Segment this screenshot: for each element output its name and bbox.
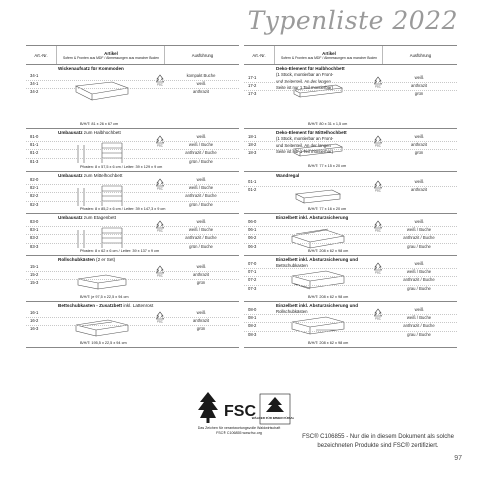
table-row xyxy=(244,240,457,254)
finish-label: weiß xyxy=(414,307,424,312)
article-number: 08-0 xyxy=(248,307,257,312)
article-number: 06-1 xyxy=(248,227,257,233)
right-product-table xyxy=(244,45,457,348)
finish-label: grau / Buche xyxy=(407,285,431,291)
article-number: 34-2 xyxy=(30,89,39,95)
fsc-logo-caption: Das Zeichen für verantwortungsvolle Waldwirtschaft FSC® C106855 www.fsc.org xyxy=(197,426,281,435)
finish-label: grün xyxy=(414,91,424,97)
article-number: 16-2 xyxy=(30,318,39,324)
article-number: 15-2 xyxy=(30,272,39,278)
section-title-rest: (2 er Set) xyxy=(96,257,116,262)
article-number: 83-3 xyxy=(30,243,39,249)
section-title-main: Deko-Element für Halbhochbett xyxy=(276,66,345,71)
dimensions-text: B/H/T: 77 x 15 x 20 cm xyxy=(308,164,347,168)
fsc-mark-text: FSC xyxy=(375,143,381,147)
header-ausfuehrung: Ausführung xyxy=(382,46,458,64)
finish-label: grün xyxy=(196,280,206,286)
finish-label: weiß xyxy=(196,310,206,315)
header-ausfuehrung: Ausführung xyxy=(164,46,240,64)
finish-label: weiß / Buche xyxy=(406,269,432,275)
finish-label: anthrazit xyxy=(192,89,210,95)
finish-label: anthrazit xyxy=(410,187,428,193)
page-number: 97 xyxy=(454,455,462,462)
section-title-main: Rollschubkästen xyxy=(58,257,95,262)
finish-label: weiß xyxy=(196,81,206,87)
dimensions-text: B/H/T: 208 x 62 x 98 cm xyxy=(308,341,349,345)
finish-label: anthrazit / Buche xyxy=(403,277,435,283)
left-product-table xyxy=(26,45,239,348)
page-title: Typenliste 2022 xyxy=(247,6,458,35)
article-number: 81-0 xyxy=(30,134,39,139)
section-description: (1 Stück, montierbar an Front- und Seitenteil. An der langen Seite ist nur 1 Teil montierbar) xyxy=(276,72,334,91)
article-number: 01-1 xyxy=(248,179,257,184)
article-number: 34-1 xyxy=(30,81,39,87)
header-artikel xyxy=(274,46,383,64)
product-section xyxy=(26,214,239,256)
product-section xyxy=(26,172,239,214)
article-number: 81-3 xyxy=(30,158,39,164)
article-number: 07-3 xyxy=(248,285,257,291)
finish-label: anthrazit / Buche xyxy=(403,323,435,329)
fsc-mark-text: FSC xyxy=(157,186,163,190)
fsc-mark-text: FSC xyxy=(157,273,163,277)
header-artikel xyxy=(56,46,165,64)
article-number: 18-1 xyxy=(248,134,257,139)
article-number: 82-2 xyxy=(30,193,39,199)
table-row xyxy=(244,328,457,342)
fsc-mark-text: FSC xyxy=(157,143,163,147)
article-number: 06-0 xyxy=(248,219,257,224)
article-number: 07-2 xyxy=(248,277,257,283)
article-number: 83-2 xyxy=(30,235,39,241)
section-title-main: Einzelbett inkl. Absturzsicherung xyxy=(276,215,349,220)
product-section xyxy=(26,302,239,348)
finish-label: weiß / Buche xyxy=(188,185,214,191)
right-sections xyxy=(244,65,457,348)
finish-label: weiß / Buche xyxy=(406,227,432,233)
article-number: 82-1 xyxy=(30,185,39,191)
article-number: 15-3 xyxy=(30,280,39,286)
finish-label: weiß xyxy=(414,261,424,266)
article-number: 17-1 xyxy=(248,75,257,80)
fsc-note: FSC® C106855 - Nur die in diesem Dokument als solche bezeichneten Produkte sind FSC® zertifiziert. xyxy=(302,434,454,449)
article-number: 18-2 xyxy=(248,142,257,148)
article-number: 16-1 xyxy=(30,310,39,315)
finish-label: weiß xyxy=(196,177,206,182)
dimensions-text: B/H/T: 77 x 16 x 20 cm xyxy=(308,207,347,211)
dimensions-text: B/H/T: 81 x 26 x 67 cm xyxy=(80,122,119,126)
finish-label: kompakt Buche xyxy=(186,73,216,78)
article-number: 81-2 xyxy=(30,150,39,156)
fsc-mark-text: FSC xyxy=(157,228,163,232)
fsc-mark-text: FSC xyxy=(375,228,381,232)
dimensions-text: Pfosten: 8 x 85,2 x 6 cm / Leiter: 39 x 147,3 x 9 cm xyxy=(80,207,166,211)
dimensions-text: B/H/T: je 97,5 x 22,5 x 94 cm xyxy=(80,295,129,299)
article-number: 81-1 xyxy=(30,142,39,148)
section-title-rest: zum Mittelhochbett xyxy=(83,173,123,178)
finish-label: weiß xyxy=(196,219,206,224)
finish-label: weiß / Buche xyxy=(406,315,432,321)
finish-label: weiß xyxy=(414,134,424,139)
article-number: 07-1 xyxy=(248,269,257,275)
fsc-logo-tagline: WÄLDER FÜR IMMER FÜR ALLE xyxy=(251,416,294,420)
finish-label: anthrazit / Buche xyxy=(185,150,217,156)
finish-label: weiß / Buche xyxy=(188,142,214,148)
finish-label: grün xyxy=(414,150,424,156)
header-art-nr: Art.-Nr. xyxy=(34,52,48,58)
product-section xyxy=(244,214,457,256)
article-number: 17-3 xyxy=(248,91,257,97)
dimensions-text: B/H/T: 195,5 x 22,5 x 94 cm xyxy=(80,341,127,345)
dimensions-text: B/H/T: 208 x 62 x 98 cm xyxy=(308,295,349,299)
article-number: 06-3 xyxy=(248,243,257,249)
section-description: (1 Stück, montierbar an Front- und Seitenteil. An der langen Seite ist nur 1 Teil montierbar) xyxy=(276,136,334,155)
finish-label: weiß xyxy=(196,134,206,139)
section-title-main: Deko-Element für Mittelhochbett xyxy=(276,130,347,135)
section-title-main: Wandregal xyxy=(276,173,300,178)
section-title-main: Umbausatz xyxy=(58,173,83,178)
dimensions-text: Pfosten: 8 x 57,5 x 6 cm / Leiter: 39 x 129 x 9 cm xyxy=(80,165,163,169)
product-section xyxy=(26,65,239,129)
fsc-tree-icon xyxy=(198,392,218,423)
finish-label: anthrazit xyxy=(192,318,210,324)
article-number: 82-3 xyxy=(30,201,39,207)
finish-label: grau / Buche xyxy=(407,243,431,249)
header-artikel-label: Artikel xyxy=(104,50,118,56)
finish-label: grün / Buche xyxy=(189,158,213,164)
product-section xyxy=(244,65,457,129)
article-number: 01-2 xyxy=(248,187,257,193)
article-number: 16-3 xyxy=(30,326,39,332)
section-title-main: Einzelbett inkl. Absturzsicherung und xyxy=(276,257,359,262)
article-number: 08-2 xyxy=(248,323,257,329)
finish-label: weiß xyxy=(414,219,424,224)
left-sections xyxy=(26,65,239,348)
product-section xyxy=(26,129,239,172)
fsc-mark-text: FSC xyxy=(375,188,381,192)
article-number: 08-3 xyxy=(248,331,257,337)
article-number: 07-0 xyxy=(248,261,257,266)
article-number: 82-0 xyxy=(30,177,39,182)
finish-label: anthrazit xyxy=(410,83,428,89)
article-number: 15-1 xyxy=(30,264,39,269)
section-title-main: Umbausatz xyxy=(58,130,83,135)
fsc-mark-text: FSC xyxy=(157,319,163,323)
finish-label: grün / Buche xyxy=(189,201,213,207)
header-artikel-sub: Sofern & Fronten aus MDF / Abmessungen aus mancher Boden xyxy=(62,55,160,60)
fsc-mark-text: FSC xyxy=(157,82,163,86)
fsc-mark-text: FSC xyxy=(375,84,381,88)
finish-label: anthrazit xyxy=(410,142,428,148)
finish-label: grün xyxy=(196,326,206,332)
table-row xyxy=(244,282,457,296)
section-title-rest: zum Halbhochbett xyxy=(83,130,121,135)
section-description: Rollschubkästen xyxy=(276,309,308,314)
article-number: 83-0 xyxy=(30,219,39,224)
header-artikel-sub: Sofern & Fronten aus MDF / Abmessungen aus mancher Boden xyxy=(280,55,378,60)
product-section xyxy=(26,256,239,302)
fsc-mark-text: FSC xyxy=(375,270,381,274)
finish-label: weiß xyxy=(414,75,424,80)
fsc-mark-text: FSC xyxy=(375,316,381,320)
section-title-main: Bettschubkasten - Zusatzbett xyxy=(58,303,123,308)
article-number: 08-1 xyxy=(248,315,257,321)
dimensions-text: B/H/T: 80 x 31 x 1,5 cm xyxy=(308,122,348,126)
finish-label: anthrazit / Buche xyxy=(185,235,217,241)
finish-label: anthrazit / Buche xyxy=(185,193,217,199)
finish-label: anthrazit xyxy=(192,272,210,278)
product-section xyxy=(244,302,457,348)
finish-label: anthrazit / Buche xyxy=(403,235,435,241)
finish-label: weiß xyxy=(414,179,424,184)
product-section xyxy=(244,129,457,172)
section-description: Bettschubkasten xyxy=(276,263,308,268)
article-number: 34-1 xyxy=(30,73,39,78)
section-title-main: Einzelbett inkl. Absturzsicherung und xyxy=(276,303,359,308)
article-number: 18-3 xyxy=(248,150,257,156)
article-number: 17-2 xyxy=(248,83,257,89)
table-row xyxy=(244,183,457,197)
finish-label: weiß / Buche xyxy=(188,227,214,233)
table-header xyxy=(244,46,457,65)
section-title-main: Umbausatz xyxy=(58,215,83,220)
dimensions-text: B/H/T: 208 x 62 x 98 cm xyxy=(308,249,349,253)
article-number: 83-1 xyxy=(30,227,39,233)
section-title-rest: inkl. Lattenrost xyxy=(123,303,154,308)
fsc-logo-text: FSC xyxy=(224,403,256,420)
article-number: 06-2 xyxy=(248,235,257,241)
finish-label: grau / Buche xyxy=(407,331,431,337)
header-artikel-label: Artikel xyxy=(322,50,336,56)
finish-label: weiß xyxy=(196,264,206,269)
dimensions-text: Pfosten: 8 x 62 x 6 cm / Leiter: 39 x 137 x 9 cm xyxy=(80,249,160,253)
product-section xyxy=(244,256,457,302)
finish-label: grün / Buche xyxy=(189,243,213,249)
section-title-rest: zum Etagenbett xyxy=(83,215,116,220)
section-title-main: Wickenaufsatz für Kommoden xyxy=(58,66,124,71)
product-section xyxy=(244,172,457,214)
header-art-nr: Art.-Nr. xyxy=(252,52,266,58)
table-header xyxy=(26,46,239,65)
